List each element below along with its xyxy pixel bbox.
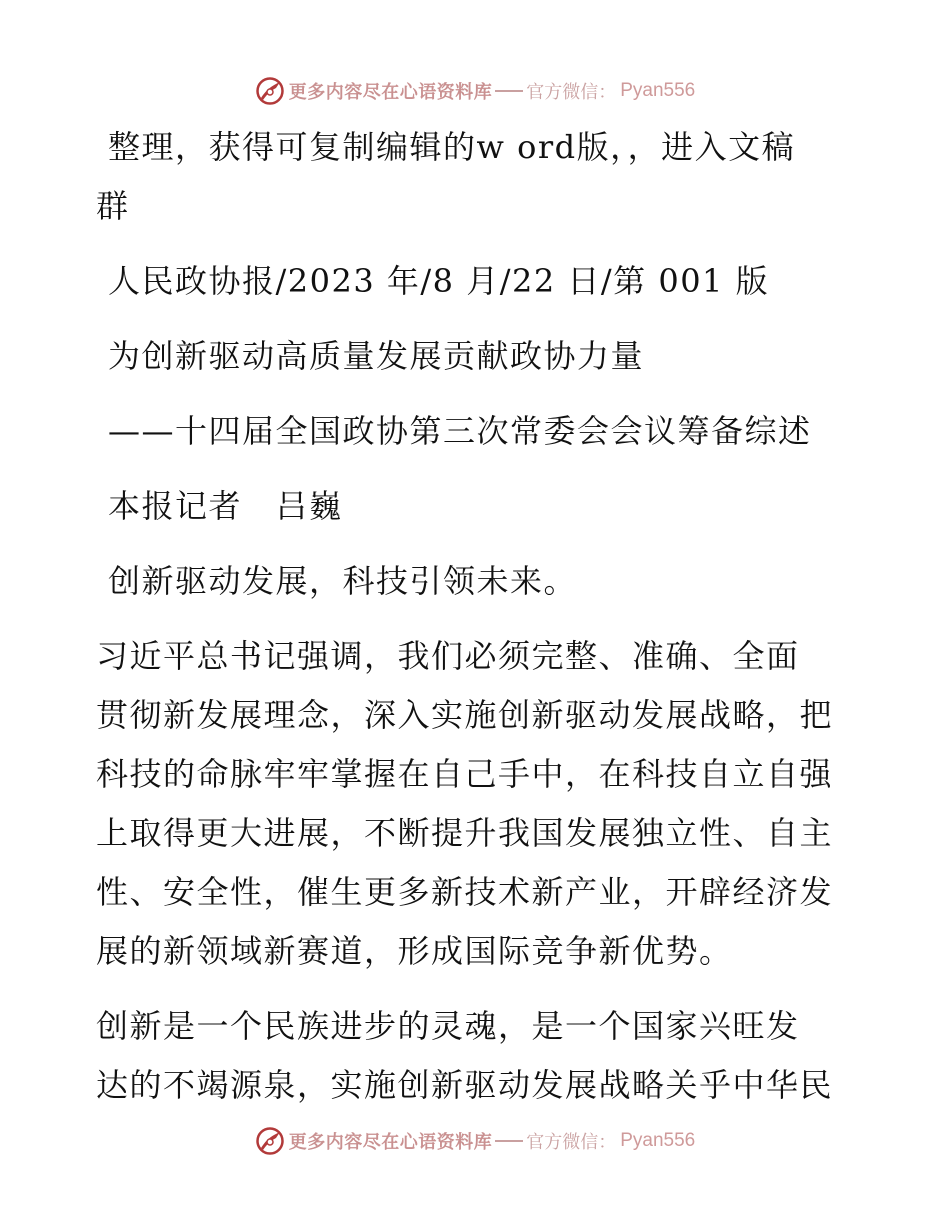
paragraph-line: 上取得更大进展，不断提升我国发展独立性、自主 (96, 814, 834, 852)
intro-line-continued: 群 (96, 187, 130, 225)
paragraph-line: 习近平总书记强调，我们必须完整、准确、全面 (96, 637, 800, 675)
byline: 本报记者 吕巍 (108, 487, 343, 525)
source-line: 人民政协报/2023 年/8 月/22 日/第 001 版 (108, 262, 770, 300)
logo-icon (255, 1126, 285, 1156)
intro-line: 整理，获得可复制编辑的w ord版，，进入文稿 (108, 128, 796, 166)
article-title: 为创新驱动高质量发展贡献政协力量 (108, 337, 645, 375)
article-subtitle: ——十四届全国政协第三次常委会会议筹备综述 (108, 412, 812, 450)
paragraph-line: 贯彻新发展理念，深入实施创新驱动发展战略，把 (96, 696, 834, 734)
paragraph-line: 展的新领域新赛道，形成国际竞争新优势。 (96, 932, 733, 970)
watermark-wechat-id: Pyan556 (620, 80, 696, 101)
watermark-wechat-id: Pyan556 (620, 1130, 696, 1151)
watermark-brand: 更多内容尽在心语资料库 (288, 82, 493, 103)
watermark-dash (495, 1140, 523, 1142)
watermark-official: 官方微信： (526, 82, 617, 103)
logo-icon (255, 76, 285, 106)
watermark-brand: 更多内容尽在心语资料库 (288, 1132, 493, 1153)
watermark-header (0, 74, 950, 108)
paragraph-2 (96, 997, 856, 1115)
watermark-footer (0, 1124, 950, 1158)
document-body (96, 118, 856, 1115)
paragraph-line: 达的不竭源泉，实施创新驱动发展战略关乎中华民 (96, 1066, 834, 1104)
paragraph-line: 科技的命脉牢牢掌握在自己手中，在科技自立自强 (96, 755, 834, 793)
watermark-dash (495, 90, 523, 92)
paragraph-line: 性、安全性，催生更多新技术新产业，开辟经济发 (96, 873, 834, 911)
paragraph-1 (96, 627, 856, 981)
paragraph-line: 创新是一个民族进步的灵魂，是一个国家兴旺发 (96, 1007, 800, 1045)
watermark-official: 官方微信： (526, 1132, 617, 1153)
lead-paragraph: 创新驱动发展，科技引领未来。 (108, 562, 578, 600)
